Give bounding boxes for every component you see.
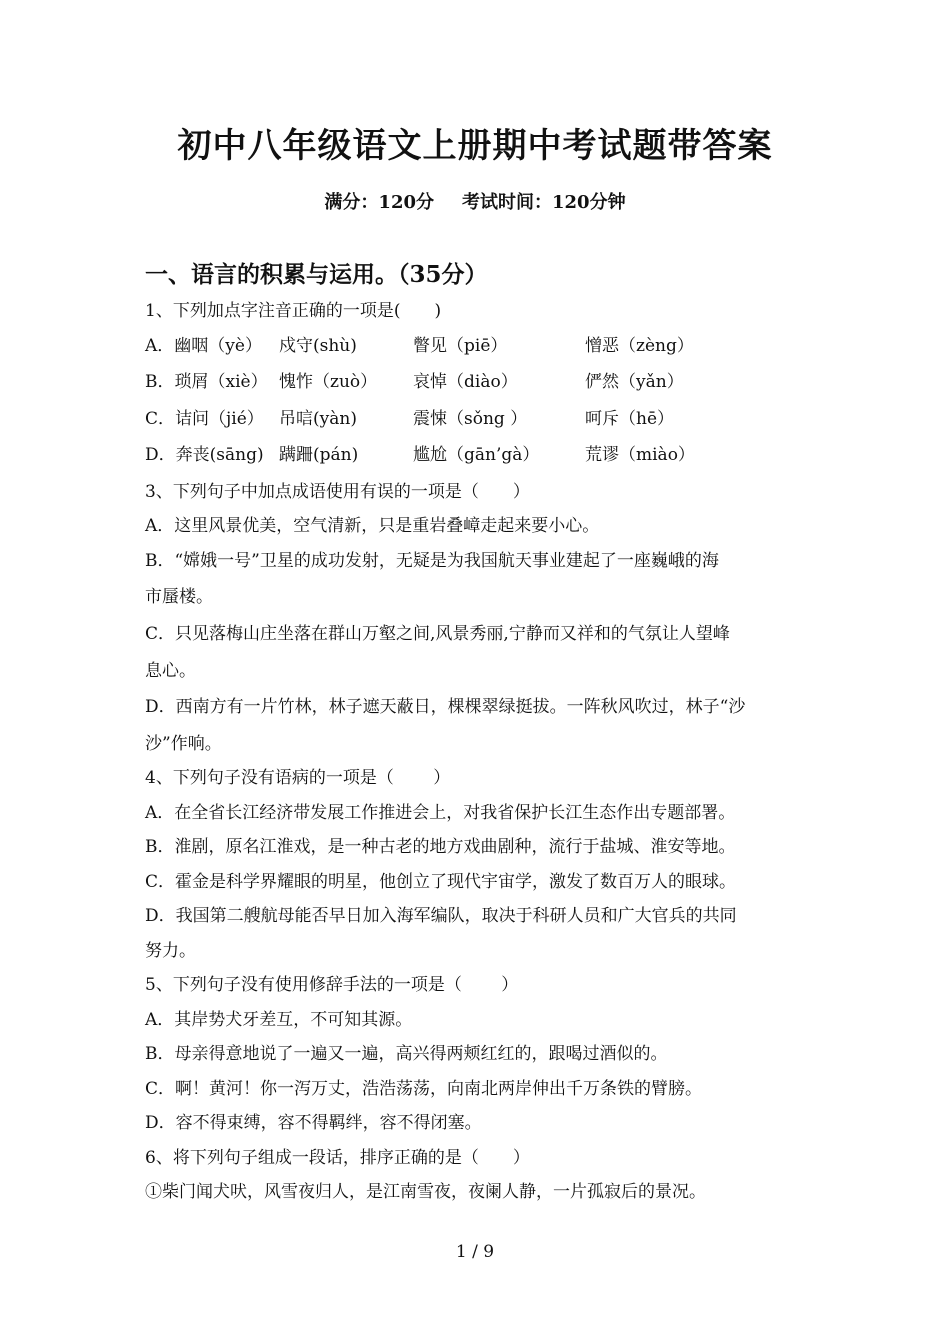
q1-option-cell: D．奔丧(sāng)	[145, 445, 264, 466]
exam-info	[0, 188, 950, 214]
q5-option-c: C．啊！黄河！你一泻万丈，浩浩荡荡，向南北两岸伸出千万条铁的臂膀。	[145, 1078, 703, 1099]
q1-option-cell: 蹒跚(pán)	[279, 445, 359, 466]
q4-option-c: C．霍金是科学界耀眼的明星，他创立了现代宇宙学，激发了数百万人的眼球。	[145, 871, 737, 892]
q1-option-cell: B．琐屑（xiè）	[145, 372, 268, 393]
q5-option-a: A．其岸势犬牙差互，不可知其源。	[145, 1009, 413, 1030]
full-score: 满分：120分	[324, 192, 434, 213]
q4-option-d-cont: 努力。	[145, 940, 196, 961]
q4-stem: 4、下列句子没有语病的一项是（ ）	[145, 768, 451, 789]
q1-option-cell: 憎恶（zèng）	[585, 335, 694, 356]
q6-stem: 6、将下列句子组成一段话，排序正确的是（ ）	[145, 1147, 530, 1168]
q1-option-cell: 尴尬（gān’gà）	[413, 445, 540, 466]
q1-stem: 1、下列加点字注音正确的一项是( )	[145, 301, 442, 321]
q1-option-cell: 瞥见（piē）	[413, 335, 508, 356]
q5-stem: 5、下列句子没有使用修辞手法的一项是（ ）	[145, 975, 519, 996]
q4-option-b: B．淮剧，原名江淮戏，是一种古老的地方戏曲剧种，流行于盐城、淮安等地。	[145, 837, 736, 858]
q3-option-d-cont: 沙”作响。	[145, 733, 222, 754]
q3-stem: 3、下列句子中加点成语使用有误的一项是（ ）	[145, 481, 530, 502]
q1-option-cell: 震悚（sǒng ）	[413, 408, 528, 429]
q5-option-b: B．母亲得意地说了一遍又一遍，高兴得两颊红红的，跟喝过酒似的。	[145, 1044, 668, 1065]
q1-option-cell: 哀悼（diào）	[413, 372, 518, 393]
question-content	[145, 296, 815, 1212]
q3-option-c-cont: 息心。	[145, 660, 196, 681]
q3-option-a: A．这里风景优美，空气清新，只是重岩叠嶂走起来要小心。	[145, 516, 600, 537]
q3-option-d: D．西南方有一片竹林，林子遮天蔽日，棵棵翠绿挺拔。一阵秋风吹过，林子“沙	[145, 697, 746, 718]
page-title: 初中八年级语文上册期中考试题带答案	[177, 126, 773, 166]
q1-option-cell: 荒谬（miào）	[585, 445, 695, 466]
q6-sentence-1: ①柴门闻犬吠，风雪夜归人，是江南雪夜，夜阑人静，一片孤寂后的景况。	[145, 1182, 706, 1203]
q1-option-cell: 呵斥（hē）	[585, 408, 675, 429]
q1-option-row	[145, 367, 815, 404]
q1-option-row	[145, 440, 815, 477]
q1-option-cell: A．幽咽（yè）	[145, 335, 262, 356]
section-heading: 一、语言的积累与运用。（35分）	[145, 261, 488, 288]
q1-option-cell: 俨然（yǎn）	[585, 372, 684, 393]
q1-option-row	[145, 404, 815, 441]
page-number: 1 / 9	[455, 1242, 495, 1262]
q4-option-a: A．在全省长江经济带发展工作推进会上，对我省保护长江生态作出专题部署。	[145, 802, 736, 823]
q1-option-cell: C．诘问（jié）	[145, 408, 264, 429]
q1-option-row	[145, 331, 815, 368]
q1-option-cell: 吊唁(yàn)	[279, 408, 357, 429]
exam-time: 考试时间：120分钟	[462, 192, 626, 213]
q5-option-d: D．容不得束缚，容不得羁绊，容不得闭塞。	[145, 1113, 482, 1134]
q3-option-b: B．“嫦娥一号”卫星的成功发射，无疑是为我国航天事业建起了一座巍峨的海	[145, 550, 719, 571]
q3-option-b-cont: 市蜃楼。	[145, 587, 213, 608]
q3-option-c: C．只见落梅山庄坐落在群山万壑之间,风景秀丽,宁静而又祥和的气氛让人望峰	[145, 624, 730, 645]
q1-option-cell: 愧怍（zuò）	[279, 372, 378, 393]
q4-option-d: D．我国第二艘航母能否早日加入海军编队，取决于科研人员和广大官兵的共同	[145, 906, 737, 927]
q1-option-cell: 戍守(shù)	[279, 335, 357, 356]
